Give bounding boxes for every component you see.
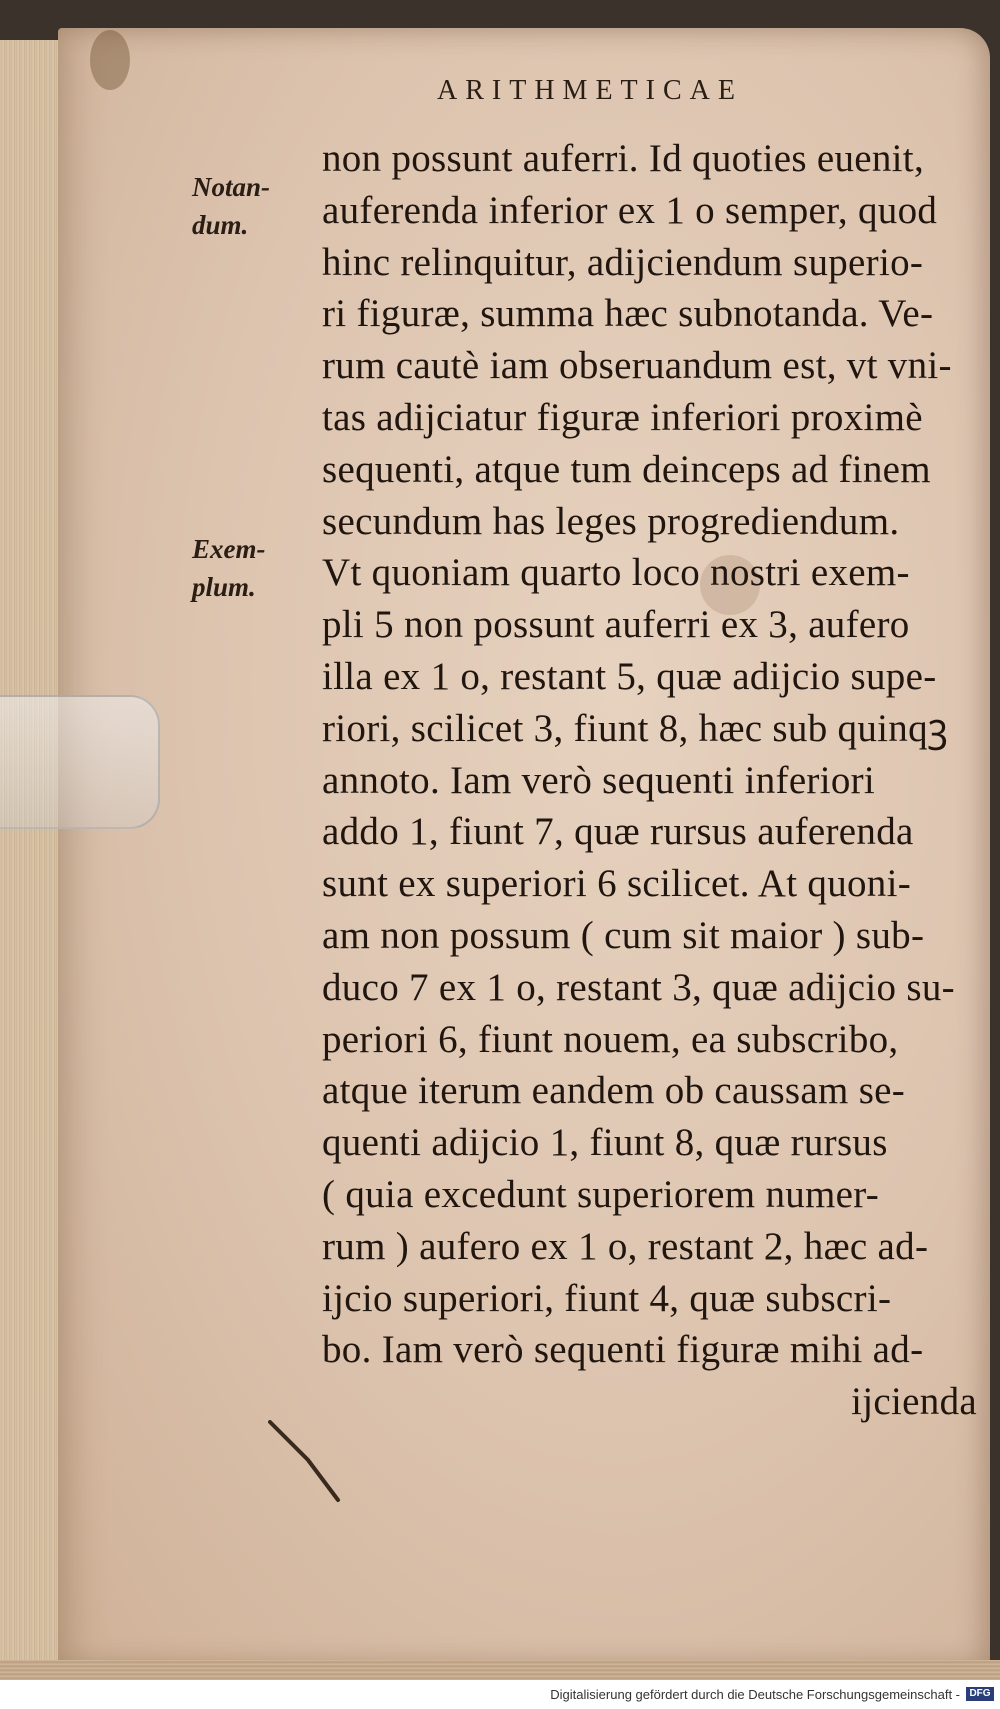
text-line: ijcienda (851, 1380, 977, 1424)
text-line: quenti adijcio 1, fiunt 8, quæ rursus (322, 1121, 888, 1165)
margin-note-line: plum. (192, 572, 256, 602)
margin-note-notandum (192, 168, 270, 244)
text-line: am non possum ( cum sit maior ) sub- (322, 913, 925, 957)
text-line: auferenda inferior ex 1 o semper, quod (322, 188, 938, 232)
plastic-page-clip (0, 695, 160, 829)
margin-note-exemplum (192, 530, 266, 606)
text-line: sunt ex superiori 6 scilicet. At quoni- (322, 862, 912, 906)
margin-note-line: Exem- (192, 534, 266, 564)
text-line: riori, scilicet 3, fiunt 8, hæc sub quinqꝫ (322, 706, 949, 750)
margin-note-line: dum. (192, 210, 249, 240)
footer-credit: Digitalisierung gefördert durch die Deutsche Forschungsgemeinschaft - (550, 1687, 960, 1702)
paper-stain (90, 30, 130, 90)
page-fore-edge (0, 40, 64, 1660)
body-text (322, 133, 987, 1428)
text-line: addo 1, fiunt 7, quæ rursus auferenda (322, 810, 914, 854)
text-line: secundum has leges progrediendum. (322, 499, 900, 543)
text-line: sequenti, atque tum deinceps ad finem (322, 447, 931, 491)
text-line: illa ex 1 o, restant 5, quæ adijcio supe- (322, 654, 937, 698)
text-line: tas adijciatur figuræ inferiori proximè (322, 395, 923, 439)
text-line: ri figuræ, summa hæc subnotanda. Ve- (322, 292, 934, 336)
text-line: rum cautè iam obseruandum est, vt vni- (322, 344, 952, 388)
text-line: annoto. Iam verò sequenti inferiori (322, 758, 876, 802)
text-line: duco 7 ex 1 o, restant 3, quæ adijcio su- (322, 965, 955, 1009)
text-line: periori 6, fiunt nouem, ea subscribo, (322, 1017, 899, 1061)
text-line: atque iterum eandem ob caussam se- (322, 1069, 906, 1113)
text-line: Vt quoniam quarto loco nostri exem- (322, 551, 910, 595)
page-bottom-edge (0, 1660, 1000, 1680)
text-line: pli 5 non possunt auferri ex 3, aufero (322, 603, 910, 647)
text-line: hinc relinquitur, adijciendum superio- (322, 240, 924, 284)
text-line: ( quia excedunt superiorem numer- (322, 1172, 880, 1216)
digitization-footer (0, 1680, 1000, 1709)
pen-mark-icon (268, 1420, 348, 1510)
text-line: non possunt auferri. Id quoties euenit, (322, 137, 924, 180)
text-line: ijcio superiori, fiunt 4, quæ subscri- (322, 1276, 892, 1320)
text-line: bo. Iam verò sequenti figuræ mihi ad- (322, 1328, 924, 1372)
text-line: rum ) aufero ex 1 o, restant 2, hæc ad- (322, 1224, 929, 1268)
margin-note-line: Notan- (192, 172, 271, 202)
running-head: ARITHMETICAE (437, 75, 743, 106)
dfg-logo-icon: DFG (966, 1687, 994, 1701)
